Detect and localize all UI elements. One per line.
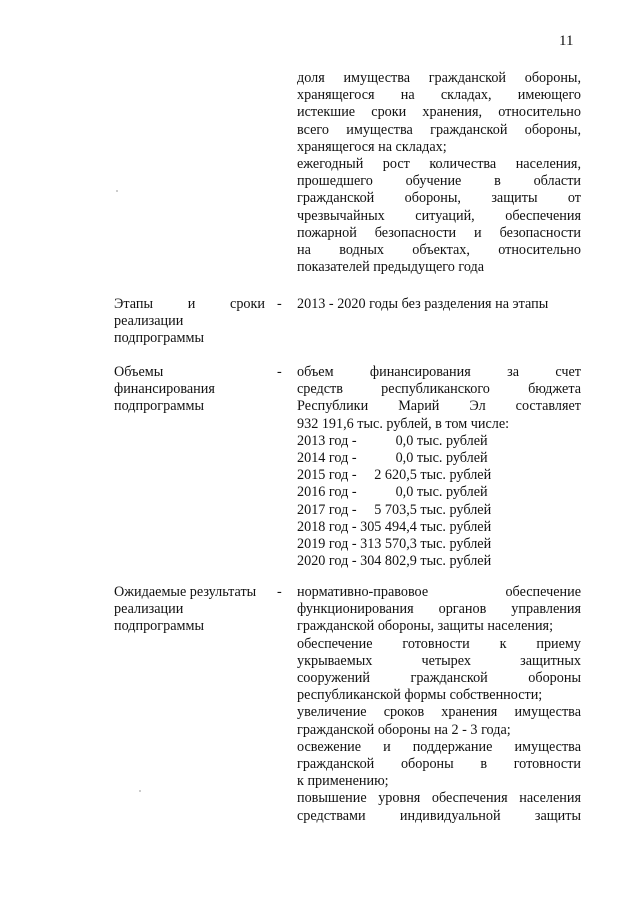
funding-year-line: 2013 год - 0,0 тыс. рублей [297,432,488,449]
text-line: увеличение сроков хранения имущества [297,704,581,721]
stages-label [114,296,286,348]
text-line: чрезвычайных ситуаций, обеспечения [297,207,581,224]
funding-year-line: 2019 год - 313 570,3 тыс. рублей [297,536,492,553]
scan-speck [116,190,118,192]
text-line: показателей предыдущего года [297,259,485,276]
text-line: сооружений гражданской обороны [297,670,581,687]
text-line: к применению; [297,773,389,790]
text-line: гражданской обороны в готовности [297,756,581,773]
funding-year-line: 2016 год - 0,0 тыс. рублей [297,484,488,501]
text-line: доля имущества гражданской обороны, [297,70,581,86]
label-line: реализации [114,313,184,330]
label-line: Ожидаемые результаты [114,584,257,600]
funding-year-line: 2018 год - 305 494,4 тыс. рублей [297,518,492,535]
funding-year-line: 2014 год - 0,0 тыс. рублей [297,450,488,467]
funding-year-line: 2015 год - 2 620,5 тыс. рублей [297,467,492,484]
text-line: повышение уровня обеспечения населения [297,790,581,807]
text-line: функционирования органов управления [297,601,581,618]
text-line: средствами индивидуальной защиты [297,807,581,824]
funding-dash: - [277,364,282,380]
intro-block [297,70,581,276]
scan-speck [139,790,141,792]
text-line: республиканской формы собственности; [297,687,543,704]
results-label [114,584,286,636]
results-block [297,584,581,825]
funding-label [114,364,286,416]
text-line: гражданской обороны, защиты населения; [297,618,554,635]
label-line: финансирования [114,381,215,398]
text-line: укрываемых четырех защитных [297,652,581,669]
label-line: подпрограммы [114,618,204,635]
label-line: реализации [114,601,184,618]
stages-value: 2013 - 2020 годы без разделения на этапы [297,296,549,312]
text-line: нормативно-правовое обеспечение [297,584,581,600]
text-line: обеспечение готовности к приему [297,635,581,652]
funding-year-line: 2020 год - 304 802,9 тыс. рублей [297,553,492,570]
text-line: пожарной безопасности и безопасности [297,224,581,241]
label-line: Объемы [114,364,164,380]
results-dash: - [277,584,282,600]
funding-block [297,364,581,570]
text-line: объем финансирования за счет [297,364,581,380]
text-line: 932 191,6 тыс. рублей, в том числе: [297,415,510,432]
text-line: хранящегося на складах, имеющего [297,87,581,104]
text-line: хранящегося на складах; [297,138,447,155]
stages-dash: - [277,296,282,312]
label-word: и [187,296,196,312]
funding-year-line: 2017 год - 5 703,5 тыс. рублей [297,501,492,518]
text-line: истекшие сроки хранения, относительно [297,104,581,121]
label-word: сроки [230,296,265,312]
label-line: подпрограммы [114,398,204,415]
label-word: Этапы [114,296,153,312]
text-line: Республики Марий Эл составляет [297,398,581,415]
text-line: освежение и поддержание имущества [297,738,581,755]
text-line: средств республиканского бюджета [297,381,581,398]
text-line: всего имущества гражданской обороны, [297,121,581,138]
text-line: гражданской обороны, защиты от [297,190,581,207]
text-line: на водных объектах, относительно [297,242,581,259]
text-line: гражданской обороны на 2 - 3 года; [297,721,511,738]
label-line: подпрограммы [114,330,204,347]
text-line: ежегодный рост количества населения, [297,156,581,173]
text-line: прошедшего обучение в области [297,173,581,190]
page-number: 11 [559,33,574,49]
